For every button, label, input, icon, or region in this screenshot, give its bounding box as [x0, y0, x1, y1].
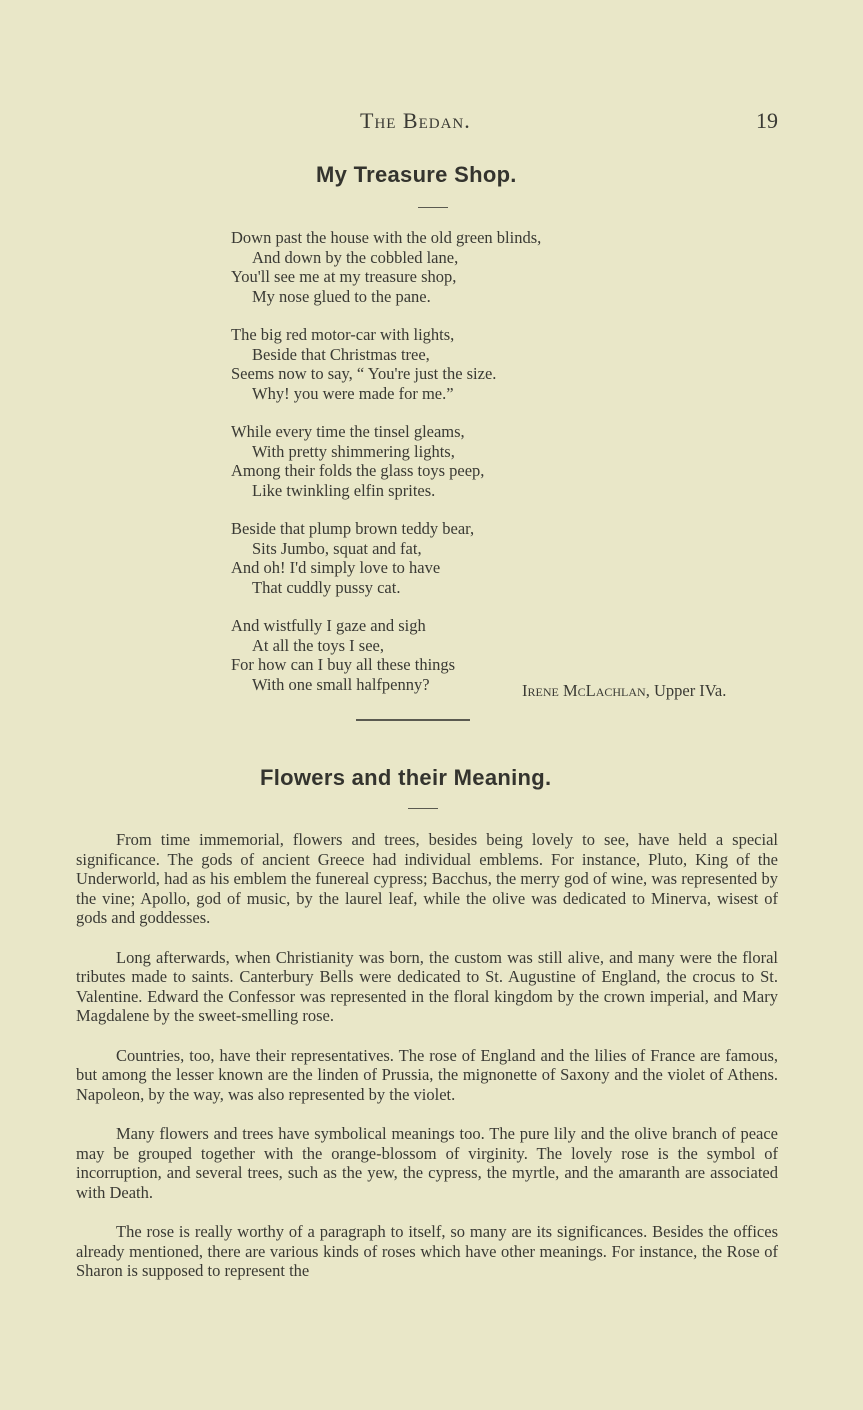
poem-line: Like twinkling elfin sprites.	[252, 480, 436, 500]
poem-line: With one small halfpenny?	[252, 674, 430, 694]
author-form: Upper IVa.	[653, 681, 727, 700]
paragraph: Countries, too, have their representatives. The rose of England and the lilies of France are famous, but among the lesser known are the linden of Prussia, the mignonette of Saxony and the violet of Athens. Napoleon, by the way, was also represented by the violet.	[76, 1045, 778, 1104]
article-title: Flowers and their Meaning.	[260, 765, 552, 790]
running-head	[0, 108, 863, 138]
section-divider	[356, 719, 470, 721]
poem-line: Why! you were made for me.”	[252, 383, 454, 403]
poem-line: Among their folds the glass toys peep,	[231, 461, 485, 480]
poem-line: At all the toys I see,	[252, 635, 384, 655]
paragraph: Many flowers and trees have symbolical meanings too. The pure lily and the olive branch of peace may be grouped together with the orange-blossom of virginity. The lovely rose is the symbol of incorruption, and several trees, such as the yew, the cypress, the myrtle, and the amaranth are associated with Death.	[76, 1124, 778, 1202]
title-rule	[408, 808, 438, 809]
poem-line: Sits Jumbo, squat and fat,	[252, 538, 422, 558]
poem-author	[522, 681, 726, 701]
poem-line: With pretty shimmering lights,	[252, 441, 455, 461]
poem-line: And down by the cobbled lane,	[252, 247, 459, 267]
paragraph: From time immemorial, flowers and trees, besides being lovely to see, have held a special significance. The gods of ancient Greece had individual emblems. For instance, Pluto, King of the Underworld, had as his emblem the funereal cypress; Bacchus, the merry god of wine, was represented by the vine; Apollo, god of music, by the laurel leaf, while the olive was dedicated to Minerva, wisest of gods and goddesses.	[76, 830, 778, 927]
poem-title: My Treasure Shop.	[316, 162, 517, 187]
poem-line: And wistfully I gaze and sigh	[231, 616, 426, 635]
stanza	[231, 325, 831, 403]
poem	[231, 228, 831, 713]
poem-line: The big red motor-car with lights,	[231, 325, 455, 344]
poem-line: For how can I buy all these things	[231, 655, 456, 674]
poem-line: My nose glued to the pane.	[252, 286, 431, 306]
stanza	[231, 228, 831, 306]
poem-line: While every time the tinsel gleams,	[231, 422, 465, 441]
paragraph: The rose is really worthy of a paragraph to itself, so many are its significances. Besides the offices already mentioned, there are various kinds of roses which have other meanings. For instance, the Rose of Sharon is supposed to represent the	[76, 1222, 778, 1280]
author-name: Irene McLachlan,	[522, 681, 650, 700]
page-number: 19	[756, 108, 778, 133]
poem-line: That cuddly pussy cat.	[252, 577, 401, 597]
poem-line: Seems now to say, “ You're just the size.	[231, 364, 497, 383]
poem-line: Beside that Christmas tree,	[252, 344, 430, 364]
article-body	[76, 830, 778, 1301]
stanza	[231, 519, 831, 597]
poem-line: Down past the house with the old green blinds,	[231, 228, 542, 247]
poem-line: You'll see me at my treasure shop,	[231, 267, 457, 286]
stanza	[231, 422, 831, 500]
journal-name: The Bedan.	[360, 108, 471, 133]
poem-line: And oh! I'd simply love to have	[231, 558, 441, 577]
title-rule	[418, 207, 448, 208]
poem-line: Beside that plump brown teddy bear,	[231, 519, 475, 538]
paragraph: Long afterwards, when Christianity was born, the custom was still alive, and many were the floral tributes made to saints. Canterbury Bells were dedicated to St. Augustine of England, the crocus to St. Valentine. Edward the Confessor was represented in the floral kingdom by the crown imperial, and Mary Magdalene by the sweet-smelling rose.	[76, 947, 778, 1025]
